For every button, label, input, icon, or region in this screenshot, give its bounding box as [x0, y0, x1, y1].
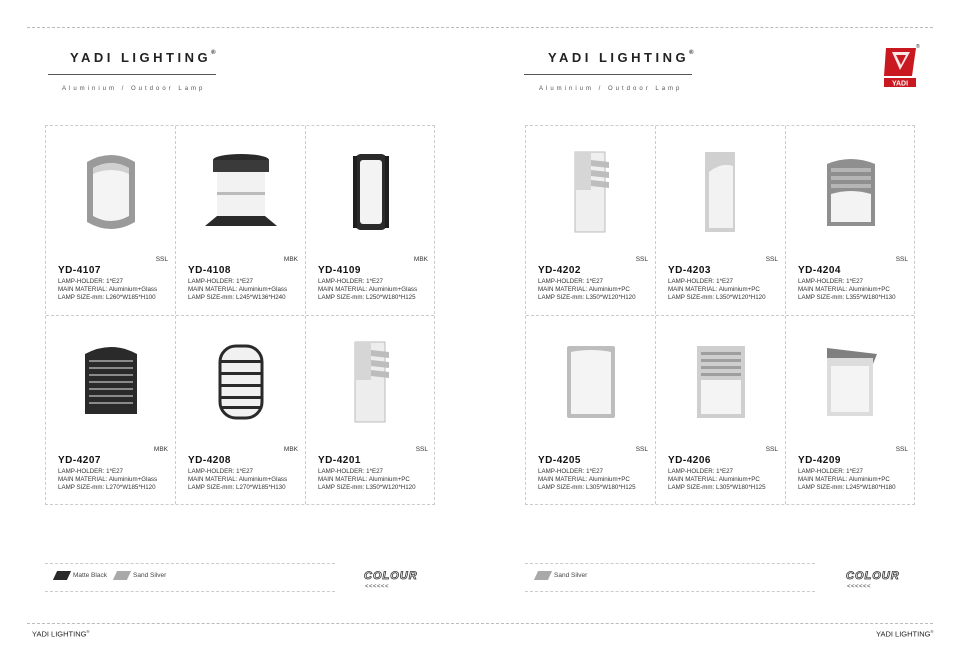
registered-mark: ®: [930, 629, 934, 634]
finish-code: SSL: [415, 446, 428, 453]
registered-mark: ®: [211, 49, 216, 56]
product-card[interactable]: [656, 316, 786, 506]
size-spec: LAMP SIZE-mm: L350*W120*H120: [318, 484, 416, 491]
lamp-holder-spec: LAMP-HOLDER: 1*E27: [58, 468, 123, 475]
lamp-holder-spec: LAMP-HOLDER: 1*E27: [538, 278, 603, 285]
top-divider: [27, 27, 933, 28]
size-spec: LAMP SIZE-mm: L270*W185*H120: [58, 484, 156, 491]
material-spec: MAIN MATERIAL: Aluminium+PC: [668, 476, 760, 483]
model-number: YD-4204: [798, 265, 841, 276]
size-spec: LAMP SIZE-mm: L350*W120*H120: [668, 294, 766, 301]
right-brand-underline: [524, 74, 692, 75]
material-spec: MAIN MATERIAL: Aluminium+PC: [798, 476, 890, 483]
product-card[interactable]: [176, 316, 306, 506]
lamp-holder-spec: LAMP-HOLDER: 1*E27: [538, 468, 603, 475]
sand-silver-chip: [534, 571, 552, 580]
bottom-divider: [27, 623, 933, 624]
size-spec: LAMP SIZE-mm: L350*W120*H120: [538, 294, 636, 301]
finish-code: SSL: [765, 256, 778, 263]
model-number: YD-4107: [58, 265, 101, 276]
size-spec: LAMP SIZE-mm: L270*W185*H130: [188, 484, 286, 491]
swatch-label: Sand Silver: [133, 572, 167, 579]
material-spec: MAIN MATERIAL: Aluminium+PC: [318, 476, 410, 483]
left-brand-underline: [48, 74, 216, 75]
silver-louvre-wall-lamp-icon: [526, 136, 656, 248]
model-number: YD-4209: [798, 455, 841, 466]
model-number: YD-4201: [318, 455, 361, 466]
size-spec: LAMP SIZE-mm: L305*W180*H125: [538, 484, 636, 491]
product-card[interactable]: [46, 316, 176, 506]
finish-code: MBK: [413, 256, 428, 263]
silver-hood-wall-lamp-icon: [786, 136, 916, 248]
lamp-holder-spec: LAMP-HOLDER: 1*E27: [318, 278, 383, 285]
logo-registered-mark: ®: [916, 44, 920, 50]
brand-text: YADI LIGHTING: [548, 50, 690, 65]
right-product-grid: [525, 125, 915, 505]
material-spec: MAIN MATERIAL: Aluminium+Glass: [58, 476, 158, 483]
swatch-matte-black: [55, 571, 107, 580]
size-spec: LAMP SIZE-mm: L260*W185*H100: [58, 294, 156, 301]
silver-curved-wall-lamp-icon: [656, 136, 786, 248]
registered-mark: ®: [86, 629, 90, 634]
oval-grey-wall-lamp-icon: [46, 136, 176, 248]
matte-black-chip: [53, 571, 71, 580]
model-number: YD-4207: [58, 455, 101, 466]
product-card[interactable]: [176, 126, 306, 316]
black-ribbed-wall-lamp-icon: [46, 326, 176, 438]
product-card[interactable]: [526, 316, 656, 506]
black-grille-wall-lamp-icon: [176, 326, 306, 438]
right-subtitle: Aluminium / Outdoor Lamp: [539, 86, 683, 92]
size-spec: LAMP SIZE-mm: L245*W180*H180: [798, 484, 896, 491]
product-card[interactable]: [656, 126, 786, 316]
finish-code: SSL: [895, 446, 908, 453]
finish-code: MBK: [283, 256, 298, 263]
model-number: YD-4203: [668, 265, 711, 276]
material-spec: MAIN MATERIAL: Aluminium+Glass: [58, 286, 158, 293]
material-spec: MAIN MATERIAL: Aluminium+Glass: [188, 286, 288, 293]
footer-brand: YADI LIGHTING: [32, 629, 87, 639]
colour-arrows: <<<<<<: [847, 584, 872, 590]
finish-code: SSL: [765, 446, 778, 453]
registered-mark: ®: [689, 49, 694, 56]
size-spec: LAMP SIZE-mm: L245*W136*H240: [188, 294, 286, 301]
lamp-holder-spec: LAMP-HOLDER: 1*E27: [188, 278, 253, 285]
lamp-holder-spec: LAMP-HOLDER: 1*E27: [668, 468, 733, 475]
swatch-divider: [45, 563, 335, 564]
left-brand-title: [70, 50, 216, 65]
model-number: YD-4206: [668, 455, 711, 466]
finish-code: SSL: [895, 256, 908, 263]
right-brand-title: [548, 50, 694, 65]
material-spec: MAIN MATERIAL: Aluminium+Glass: [318, 286, 418, 293]
sand-silver-chip: [113, 571, 131, 580]
left-product-grid: [45, 125, 435, 505]
brand-text: YADI LIGHTING: [70, 50, 212, 65]
size-spec: LAMP SIZE-mm: L355*W180*H130: [798, 294, 896, 301]
finish-code: SSL: [155, 256, 168, 263]
colour-label: COLOUR: [364, 570, 418, 582]
silver-louvre-box-wall-lamp-icon: [656, 326, 786, 438]
size-spec: LAMP SIZE-mm: L305*W180*H125: [668, 484, 766, 491]
lamp-holder-spec: LAMP-HOLDER: 1*E27: [668, 278, 733, 285]
silver-louvre-wall-lamp-icon: [306, 326, 436, 438]
product-card[interactable]: [526, 126, 656, 316]
swatch-divider: [525, 591, 815, 592]
material-spec: MAIN MATERIAL: Aluminium+Glass: [188, 476, 288, 483]
swatch-label: Sand Silver: [554, 572, 588, 579]
silver-rectangle-wall-lamp-icon: [526, 326, 656, 438]
swatch-divider: [525, 563, 815, 564]
lamp-holder-spec: LAMP-HOLDER: 1*E27: [318, 468, 383, 475]
finish-code: MBK: [153, 446, 168, 453]
silver-canopy-wall-lamp-icon: [786, 326, 916, 438]
product-card[interactable]: [306, 126, 436, 316]
lamp-holder-spec: LAMP-HOLDER: 1*E27: [188, 468, 253, 475]
model-number: YD-4108: [188, 265, 231, 276]
black-frame-wall-lamp-icon: [306, 136, 436, 248]
logo-text: YADI: [891, 80, 909, 88]
product-card[interactable]: [306, 316, 436, 506]
colour-label: COLOUR: [846, 570, 900, 582]
colour-arrows: <<<<<<: [365, 584, 390, 590]
model-number: YD-4202: [538, 265, 581, 276]
material-spec: MAIN MATERIAL: Aluminium+PC: [668, 286, 760, 293]
material-spec: MAIN MATERIAL: Aluminium+PC: [538, 476, 630, 483]
model-number: YD-4208: [188, 455, 231, 466]
yadi-logo-icon: [882, 46, 920, 88]
product-card[interactable]: [786, 316, 916, 506]
footer-right: [876, 629, 933, 639]
swatch-label: Matte Black: [73, 572, 107, 579]
material-spec: MAIN MATERIAL: Aluminium+PC: [798, 286, 890, 293]
lamp-holder-spec: LAMP-HOLDER: 1*E27: [58, 278, 123, 285]
black-cylinder-wall-lamp-icon: [176, 136, 306, 248]
lamp-holder-spec: LAMP-HOLDER: 1*E27: [798, 468, 863, 475]
size-spec: LAMP SIZE-mm: L250*W180*H125: [318, 294, 416, 301]
swatch-divider: [45, 591, 335, 592]
material-spec: MAIN MATERIAL: Aluminium+PC: [538, 286, 630, 293]
left-subtitle: Aluminium / Outdoor Lamp: [62, 86, 206, 92]
product-card[interactable]: [46, 126, 176, 316]
product-card[interactable]: [786, 126, 916, 316]
swatch-sand-silver: [536, 571, 587, 580]
finish-code: MBK: [283, 446, 298, 453]
footer-left: [32, 629, 89, 639]
finish-code: SSL: [635, 446, 648, 453]
finish-code: SSL: [635, 256, 648, 263]
model-number: YD-4109: [318, 265, 361, 276]
lamp-holder-spec: LAMP-HOLDER: 1*E27: [798, 278, 863, 285]
swatch-sand-silver: [115, 571, 166, 580]
model-number: YD-4205: [538, 455, 581, 466]
footer-brand: YADI LIGHTING: [876, 629, 931, 639]
